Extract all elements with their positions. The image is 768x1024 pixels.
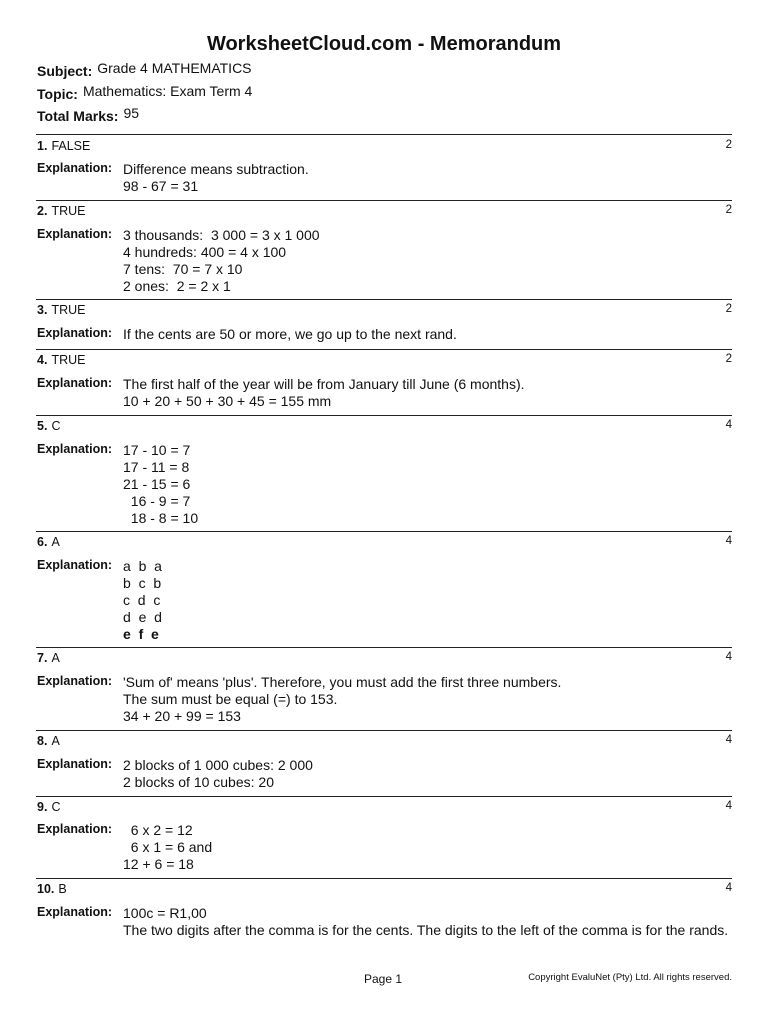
copyright-notice: Copyright EvaluNet (Pty) Ltd. All rights reserved.: [528, 972, 732, 983]
explanation-text: [123, 161, 732, 195]
explanation-text: [123, 905, 732, 939]
question-answer: C: [51, 800, 61, 814]
question-number: 6.: [37, 535, 48, 549]
question-marks: 4: [725, 419, 732, 431]
question-marks: 2: [725, 204, 732, 216]
explanation-line: 16 - 9 = 7: [123, 493, 191, 509]
explanation-line: The first half of the year will be from January till June (6 months).: [123, 376, 525, 392]
explanation-label: Explanation:: [37, 757, 113, 771]
subject-row: [37, 60, 252, 79]
topic-label: Topic:: [37, 86, 78, 102]
explanation-label: Explanation:: [37, 227, 113, 241]
explanation-text: [123, 376, 732, 410]
topic-row: [37, 83, 253, 102]
question-marks: 2: [725, 303, 732, 315]
total-marks-row: [37, 105, 140, 124]
question-header: [37, 651, 732, 665]
question-answer: C: [51, 419, 61, 433]
explanation-line: 34 + 20 + 99 = 153: [123, 708, 241, 724]
question-number: 8.: [37, 734, 48, 748]
explanation-line: 17 - 11 = 8: [123, 459, 190, 475]
explanation-line: d e d: [123, 609, 162, 625]
explanation-line: 21 - 15 = 6: [123, 476, 191, 492]
page-title: WorksheetCloud.com - Memorandum: [206, 33, 562, 55]
explanation-text: [123, 442, 732, 527]
question-header: [37, 139, 732, 153]
question-number: 10.: [37, 882, 55, 896]
explanation-line: 98 - 67 = 31: [123, 178, 199, 194]
explanation-line: 2 blocks of 1 000 cubes: 2 000: [123, 757, 313, 773]
question-divider: [36, 878, 732, 879]
question-divider: [36, 647, 732, 648]
explanation-label: Explanation:: [37, 674, 113, 688]
explanation-text: [123, 757, 732, 791]
question-header: [37, 535, 732, 549]
question-divider: [36, 796, 732, 797]
question-marks: 4: [725, 882, 732, 894]
question-number: 7.: [37, 651, 48, 665]
explanation-line: The sum must be equal (=) to 153.: [123, 691, 338, 707]
question-header: [37, 882, 732, 896]
explanation-text: [123, 227, 732, 295]
question-number: 3.: [37, 303, 48, 317]
explanation-label: Explanation:: [37, 442, 113, 456]
page-number: Page 1: [364, 972, 403, 986]
explanation-text: [123, 674, 732, 725]
question-number: 9.: [37, 800, 48, 814]
explanation-line: 12 + 6 = 18: [123, 856, 194, 872]
explanation-label: Explanation:: [37, 558, 113, 572]
subject-value: Grade 4 MATHEMATICS: [97, 60, 252, 76]
question-header: [37, 204, 732, 218]
question-marks: 2: [725, 353, 732, 365]
question-divider: [36, 299, 732, 300]
explanation-line: 17 - 10 = 7: [123, 442, 191, 458]
question-answer: A: [51, 651, 60, 665]
question-header: [37, 734, 732, 748]
explanation-label: Explanation:: [37, 376, 113, 390]
question-header: [37, 353, 732, 367]
question-header: [37, 800, 732, 814]
explanation-text: [123, 558, 732, 643]
explanation-line: 6 x 1 = 6 and: [123, 839, 213, 855]
question-marks: 4: [725, 800, 732, 812]
explanation-line: 7 tens: 70 = 7 x 10: [123, 261, 243, 277]
explanation-label: Explanation:: [37, 822, 113, 836]
explanation-label: Explanation:: [37, 905, 113, 919]
question-divider: [36, 730, 732, 731]
explanation-line: 'Sum of' means 'plus'. Therefore, you must add the first three numbers.: [123, 674, 562, 690]
question-number: 1.: [37, 139, 48, 153]
explanation-line: e f e: [123, 626, 159, 642]
question-answer: A: [51, 734, 60, 748]
explanation-line: If the cents are 50 or more, we go up to the next rand.: [123, 326, 457, 342]
explanation-label: Explanation:: [37, 326, 113, 340]
question-number: 2.: [37, 204, 48, 218]
explanation-text: [123, 326, 732, 343]
explanation-line: b c b: [123, 575, 162, 591]
topic-value: Mathematics: Exam Term 4: [82, 83, 253, 99]
question-answer: B: [58, 882, 67, 896]
explanation-line: The two digits after the comma is for the cents. The digits to the left of the comma is for the rands.: [123, 922, 729, 938]
explanation-line: 100c = R1,00: [123, 905, 207, 921]
explanation-line: 6 x 2 = 12: [123, 822, 193, 838]
subject-label: Subject:: [37, 63, 93, 79]
explanation-line: a b a: [123, 558, 162, 574]
question-divider: [36, 415, 732, 416]
question-marks: 4: [725, 734, 732, 746]
question-divider: [36, 200, 732, 201]
explanation-line: 10 + 20 + 50 + 30 + 45 = 155 mm: [123, 393, 332, 409]
question-divider: [36, 134, 732, 135]
explanation-line: Difference means subtraction.: [123, 161, 309, 177]
explanation-line: 2 ones: 2 = 2 x 1: [123, 278, 231, 294]
explanation-line: 18 - 8 = 10: [123, 510, 199, 526]
total-marks-label: Total Marks:: [37, 108, 119, 124]
question-number: 5.: [37, 419, 48, 433]
question-answer: FALSE: [51, 139, 91, 153]
question-marks: 2: [725, 139, 732, 151]
question-marks: 4: [725, 651, 732, 663]
question-answer: A: [51, 535, 60, 549]
question-answer: TRUE: [51, 204, 86, 218]
total-marks-value: 95: [123, 105, 140, 121]
question-divider: [36, 531, 732, 532]
explanation-line: 2 blocks of 10 cubes: 20: [123, 774, 274, 790]
question-header: [37, 303, 732, 317]
question-marks: 4: [725, 535, 732, 547]
question-number: 4.: [37, 353, 48, 367]
explanation-label: Explanation:: [37, 161, 113, 175]
explanation-text: [123, 822, 732, 873]
question-divider: [36, 349, 732, 350]
explanation-line: 3 thousands: 3 000 = 3 x 1 000: [123, 227, 320, 243]
explanation-line: c d c: [123, 592, 161, 608]
question-answer: TRUE: [51, 303, 86, 317]
question-answer: TRUE: [51, 353, 86, 367]
explanation-line: 4 hundreds: 400 = 4 x 100: [123, 244, 287, 260]
question-header: [37, 419, 732, 433]
